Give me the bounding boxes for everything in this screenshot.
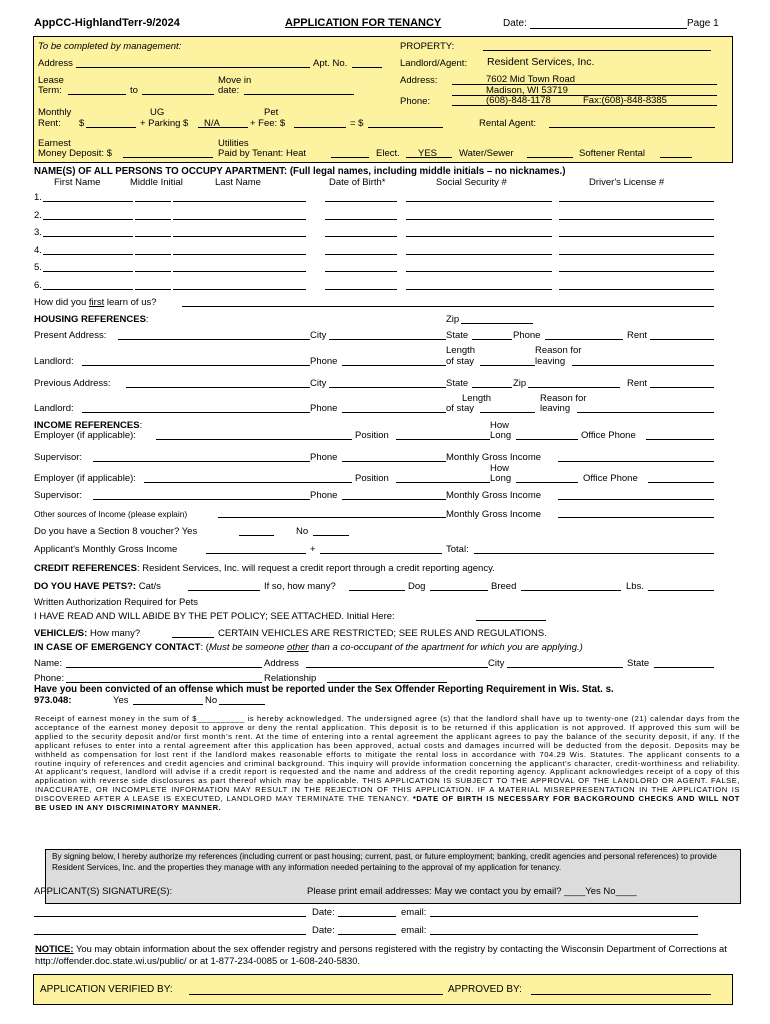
occupant-date-of-birth-field[interactable] (325, 289, 397, 290)
previous-landlord-field[interactable] (82, 412, 310, 413)
employer1-how-long-field[interactable] (516, 439, 578, 440)
emergency-city-field[interactable] (507, 667, 623, 668)
supervisor1-field[interactable] (93, 461, 310, 462)
signature-email-label-2: email: (401, 925, 427, 936)
employer1-long-label: Long (490, 430, 512, 441)
previous-address-label: Previous Address: (34, 378, 111, 389)
signature-label: APPLICANT(S) SIGNATURE(S): (34, 886, 173, 897)
lbs-label: Lbs. (626, 581, 644, 592)
previous-zip-field[interactable] (528, 387, 620, 388)
previous-zip-label: Zip (513, 378, 527, 389)
term-start-field[interactable] (68, 94, 126, 95)
occupant-row-number: 4. (34, 244, 42, 256)
term-to-label: to (130, 85, 138, 96)
income-total-field[interactable] (474, 553, 714, 554)
utilities-label: Utilities (218, 138, 249, 149)
rent-field[interactable] (86, 127, 136, 128)
occupants-heading: NAME(S) OF ALL PERSONS TO OCCUPY APARTMENT: (Full legal names, including middle initials – no nicknames.) (34, 166, 566, 177)
date-field[interactable] (530, 28, 687, 29)
softener-rental-label: Softener Rental (579, 148, 646, 159)
occupant-first-name-field[interactable] (43, 201, 133, 202)
occupant-row-number: 6. (34, 279, 42, 291)
previous-city-label: City (310, 378, 327, 389)
emergency-name-field[interactable] (66, 667, 262, 668)
learn-of-us-field[interactable] (182, 306, 714, 307)
term-end-field[interactable] (142, 94, 214, 95)
offender-no-field[interactable] (219, 704, 265, 705)
present-landlord-phone-field[interactable] (342, 365, 446, 366)
parking-label: + Parking $ (140, 118, 189, 129)
signature-line-1[interactable] (34, 916, 306, 917)
previous-address-field[interactable] (126, 387, 310, 388)
emergency-name-label: Name: (34, 658, 62, 669)
pet-label: Pet (264, 107, 279, 118)
present-phone-label: Phone (513, 330, 541, 341)
pets-how-many-label: If so, how many? (264, 581, 336, 592)
vehicles-restricted: CERTAIN VEHICLES ARE RESTRICTED; SEE RULES AND REGULATIONS. (218, 628, 547, 639)
water-sewer-label: Water/Sewer (459, 148, 514, 159)
previous-city-field[interactable] (329, 387, 446, 388)
col-drivers-license: Driver's License # (589, 177, 665, 188)
occupant-first-name-field[interactable] (43, 271, 133, 272)
rental-agent-field[interactable] (549, 127, 715, 128)
heat-field[interactable] (331, 157, 369, 158)
address-label: Address (38, 58, 73, 69)
employer1-label: Employer (if applicable): (34, 430, 136, 441)
signature-date-field-2[interactable] (338, 934, 396, 935)
section8-no-field[interactable] (313, 535, 349, 536)
previous-rent-label: Rent (627, 378, 648, 389)
employer2-position-field[interactable] (396, 482, 490, 483)
present-city-field[interactable] (329, 339, 446, 340)
offender-no-label: No (205, 695, 218, 706)
occupant-last-name-field[interactable] (173, 219, 306, 220)
learn-of-us-label: How did you first learn of us? (34, 297, 157, 308)
occupant-first-name-field[interactable] (43, 236, 133, 237)
emergency-state-label: State (627, 658, 650, 669)
occupant-social-security-field[interactable] (406, 219, 552, 220)
parking-value: N/A (204, 118, 220, 129)
monthly-gross2-field[interactable] (558, 499, 714, 500)
col-middle-initial: Middle Initial (130, 177, 183, 188)
vehicles-question: VEHICLE/S: How many? (34, 628, 141, 639)
occupant-social-security-field[interactable] (406, 236, 552, 237)
management-note: To be completed by management: (38, 41, 182, 52)
occupant-middle-initial-field[interactable] (135, 201, 171, 202)
occupant-social-security-field[interactable] (406, 254, 552, 255)
softener-rental-field[interactable] (660, 157, 692, 158)
occupant-middle-initial-field[interactable] (135, 289, 171, 290)
other-income-field[interactable] (218, 517, 446, 518)
occupant-row-number: 3. (34, 227, 42, 238)
verified-by-label: APPLICATION VERIFIED BY: (40, 984, 173, 995)
money-deposit-label: Money Deposit: $ (38, 148, 112, 159)
previous-of-stay-label: of stay (446, 403, 474, 414)
occupant-date-of-birth-field[interactable] (325, 271, 397, 272)
pet-fee-field[interactable] (294, 127, 346, 128)
emergency-city-label: City (488, 658, 505, 669)
dog-field[interactable] (430, 590, 488, 591)
pet-policy-initial-field[interactable] (476, 620, 546, 621)
employer2-office-phone-label: Office Phone (583, 473, 638, 484)
supervisor2-phone-field[interactable] (342, 499, 446, 500)
employer1-position-label: Position (355, 430, 389, 441)
occupant-date-of-birth-field[interactable] (325, 254, 397, 255)
occupant-row-number: 5. (34, 262, 42, 273)
previous-state-field[interactable] (472, 387, 512, 388)
occupant-drivers-license-field[interactable] (559, 254, 714, 255)
present-reason-field[interactable] (572, 365, 714, 366)
co-applicant-income-field[interactable] (320, 553, 442, 554)
occupant-first-name-field[interactable] (43, 289, 133, 290)
previous-landlord-phone-label: Phone (310, 403, 338, 414)
occupant-first-name-field[interactable] (43, 254, 133, 255)
elect-label: Elect. (376, 148, 400, 159)
occupant-last-name-field[interactable] (173, 289, 306, 290)
occupant-middle-initial-field[interactable] (135, 236, 171, 237)
present-length-field[interactable] (480, 365, 535, 366)
occupant-last-name-field[interactable] (173, 271, 306, 272)
offender-question: Have you been convicted of an offense which must be reported under the Sex Offender Reporting Requirement in Wis. Stat. s. (34, 684, 614, 695)
monthly-gross3-label: Monthly Gross Income (446, 509, 542, 520)
credit-references: CREDIT REFERENCES: Resident Services, Inc. will request a credit report through a credit reporting agency. (34, 563, 495, 574)
signature-email-field-2[interactable] (430, 934, 698, 935)
verified-by-field[interactable] (189, 994, 443, 995)
supervisor2-label: Supervisor: (34, 490, 83, 501)
landlord-phone-label: Phone: (400, 96, 431, 107)
lease-label: Lease (38, 75, 64, 86)
move-in-date-label: date: (218, 85, 240, 96)
money-deposit-field[interactable] (123, 157, 213, 158)
emergency-contact-heading: IN CASE OF EMERGENCY CONTACT: (Must be someone other than a co-occupant of the apartment for which you are applying.) (34, 642, 583, 653)
earnest-label: Earnest (38, 138, 71, 149)
present-address-field[interactable] (118, 339, 310, 340)
section8-question: Do you have a Section 8 voucher? Yes (34, 526, 198, 537)
occupant-date-of-birth-field[interactable] (325, 219, 397, 220)
occupant-social-security-field[interactable] (406, 271, 552, 272)
address-field[interactable] (76, 67, 310, 68)
signature-date-field-1[interactable] (338, 916, 396, 917)
total-rent-field[interactable] (368, 127, 443, 128)
previous-length-label: Length (462, 393, 492, 404)
monthly-gross1-label: Monthly Gross Income (446, 452, 542, 463)
employer2-office-phone-field[interactable] (648, 482, 714, 483)
applicant-monthly-income-label: Applicant's Monthly Gross Income (34, 544, 178, 555)
supervisor2-field[interactable] (93, 499, 310, 500)
landlord-address-label: Address: (400, 75, 438, 86)
emergency-address-field[interactable] (306, 667, 488, 668)
income-total-label: Total: (446, 544, 469, 555)
supervisor1-phone-field[interactable] (342, 461, 446, 462)
landlord-agent-label: Landlord/Agent: (400, 58, 468, 69)
applicant-monthly-income-field[interactable] (206, 553, 306, 554)
income-plus: + (310, 544, 316, 555)
emergency-phone-field[interactable] (66, 682, 262, 683)
lbs-field[interactable] (648, 590, 714, 591)
emergency-phone-label: Phone: (34, 673, 65, 684)
occupant-drivers-license-field[interactable] (559, 201, 714, 202)
other-income-label: Other sources of Income (please explain) (34, 509, 188, 519)
previous-leaving-label: leaving (540, 403, 571, 414)
cats-field[interactable] (188, 590, 260, 591)
col-first-name: First Name (54, 177, 101, 188)
employer1-field[interactable] (156, 439, 352, 440)
previous-reason-label: Reason for (540, 393, 587, 404)
written-authorization: Written Authorization Required for Pets (34, 597, 199, 608)
approved-by-label: APPROVED BY: (448, 984, 522, 995)
monthly-label: Monthly (38, 107, 72, 118)
section8-yes-field[interactable] (239, 535, 274, 536)
occupant-last-name-field[interactable] (173, 201, 306, 202)
landlord-address-line2: Madison, WI 53719 (486, 85, 568, 96)
present-state-label: State (446, 330, 469, 341)
zip-field-present[interactable] (461, 323, 533, 324)
pets-how-many-field[interactable] (349, 590, 405, 591)
signature-email-field-1[interactable] (430, 916, 698, 917)
occupant-social-security-field[interactable] (406, 201, 552, 202)
previous-landlord-label: Landlord: (34, 403, 74, 414)
occupant-middle-initial-field[interactable] (135, 219, 171, 220)
earnest-money-terms: Receipt of earnest money in the sum of $__________ is hereby acknowledged. The undersigned agree (s) that the landlord shall have up to twenty-one (21) calendar days from the acceptance of the earnest money deposit to approve or deny the rental application. This deposit is to be returned if this application is not approved. If approved this sum will be applied to the security deposit and/or first month's rent. At the time of entering into a rental agreement the applicant agrees to pay the balance of the security deposit, if any. If the applicant refuses to enter into a rental agreement after this application has been approved, actual costs and damages incurred will be deducted from the deposit. Deposits may be withheld as compensation for lost rent if the landlord makes reasonable efforts to mitigate the rental loss in accordance with 704.29 Wis. Statutes. The applicant consents to a routine inquiry of references and credit agencies and criminal background. This inquiry will provide information concerning the applicant's character, credit-worthiness and reliability. At applicant's request, landlord will advise if a credit report is requested and the name and address of the credit reporting agency. Applicant acknowledges receipt of a copy of this application with reverse side disclosures as part thereof which may be applicable. THIS APPLICATION IS SUBJECT TO THE APPROVAL OF THE LANDLORD OR AGENT. FALSE, INACCURATE, OR INCOMPLETE INFORMATION MAY RESULT IN THE REJECTION OF THIS APPLICATION. IF A MATERIAL MISREPRESENTATION IN THE APPLICATION IS DISCOVERED AFTER A LEASE IS EXECUTED, LANDLORD MAY TERMINATE THE TENANCY. *DATE OF BIRTH IS NECESSARY FOR BACKGROUND CHECKS AND WILL NOT BE USED IN ANY DISCRIMINATORY MANNER. (35, 714, 740, 813)
property-field[interactable] (483, 50, 711, 51)
form-title: APPLICATION FOR TENANCY (285, 17, 442, 29)
elect-field[interactable] (406, 157, 452, 158)
signature-date-label-1: Date: (312, 907, 335, 918)
emergency-address-label: Address (264, 658, 299, 669)
monthly-gross3-field[interactable] (558, 517, 714, 518)
pet-policy-statement: I HAVE READ AND WILL ABIDE BY THE PET POLICY; SEE ATTACHED. Initial Here: (34, 611, 395, 622)
rent-label: Rent: (38, 118, 61, 129)
occupant-middle-initial-field[interactable] (135, 254, 171, 255)
employer1-office-phone-field[interactable] (646, 439, 714, 440)
ug-label: UG (150, 107, 165, 118)
rental-agent-label: Rental Agent: (479, 118, 537, 129)
signature-email-label-1: email: (401, 907, 427, 918)
breed-label: Breed (491, 581, 517, 592)
present-landlord-phone-label: Phone (310, 356, 338, 367)
move-in-date-field[interactable] (244, 94, 354, 95)
dog-label: Dog (408, 581, 426, 592)
present-state-field[interactable] (472, 339, 512, 340)
occupant-last-name-field[interactable] (173, 236, 306, 237)
employer2-position-label: Position (355, 473, 389, 484)
paid-by-tenant-label: Paid by Tenant: Heat (218, 148, 307, 159)
previous-landlord-phone-field[interactable] (342, 412, 446, 413)
present-reason-label: Reason for (535, 345, 582, 356)
col-date-of-birth: Date of Birth* (329, 177, 386, 188)
breed-field[interactable] (521, 590, 621, 591)
occupant-drivers-license-field[interactable] (559, 271, 714, 272)
sex-offender-notice: NOTICE: You may obtain information about the sex offender registry and persons registered with the registry by contacting the Wisconsin Department of Corrections at http://offender.doc.state.wi.us/public/ or at 1-877-234-0085 or 1-608-240-5830. (35, 943, 727, 966)
rent-dollar: $ (79, 118, 85, 129)
employer2-how-long-field[interactable] (516, 482, 578, 483)
move-in-label: Move in (218, 75, 252, 86)
approved-by-field[interactable] (531, 994, 711, 995)
term-label: Term: (38, 85, 62, 96)
previous-rent-field[interactable] (650, 387, 714, 388)
previous-state-label: State (446, 378, 469, 389)
occupant-first-name-field[interactable] (43, 219, 133, 220)
present-landlord-field[interactable] (82, 365, 310, 366)
apt-label: Apt. No. (313, 58, 348, 69)
present-city-label: City (310, 330, 327, 341)
present-phone-field[interactable] (545, 339, 623, 340)
signature-date-label-2: Date: (312, 925, 335, 936)
income-heading: INCOME REFERENCES: (34, 420, 143, 431)
occupant-date-of-birth-field[interactable] (325, 236, 397, 237)
occupant-drivers-license-field[interactable] (559, 236, 714, 237)
previous-length-field[interactable] (480, 412, 535, 413)
section8-no-label: No (296, 526, 309, 537)
offender-statute: 973.048: (34, 695, 72, 706)
offender-yes-label: Yes (113, 695, 129, 706)
email-prompt: Please print email addresses: May we contact you by email? ____Yes No____ (307, 886, 637, 897)
occupant-drivers-license-field[interactable] (559, 289, 714, 290)
vehicles-how-many-field[interactable] (172, 637, 214, 638)
total-rent-equals: = $ (350, 118, 364, 129)
present-length-label: Length (446, 345, 476, 356)
previous-reason-field[interactable] (577, 412, 714, 413)
form-id: AppCC-HighlandTerr-9/2024 (34, 17, 180, 29)
water-sewer-field[interactable] (527, 157, 573, 158)
occupant-last-name-field[interactable] (173, 254, 306, 255)
present-landlord-label: Landlord: (34, 356, 74, 367)
supervisor1-phone-label: Phone (310, 452, 338, 463)
parking-field[interactable] (198, 127, 248, 128)
employer2-long-label: Long (490, 473, 512, 484)
offender-yes-field[interactable] (133, 704, 203, 705)
employer1-position-field[interactable] (396, 439, 490, 440)
occupant-row-number: 1. (34, 192, 42, 203)
present-of-stay-label: of stay (446, 356, 474, 367)
occupant-social-security-field[interactable] (406, 289, 552, 290)
landlord-fax-value: Fax:(608)-848-8385 (583, 95, 667, 106)
emergency-relationship-label: Relationship (264, 673, 317, 684)
occupant-date-of-birth-field[interactable] (325, 201, 397, 202)
zip-label: Zip (446, 314, 460, 325)
col-last-name: Last Name (215, 177, 261, 188)
pets-question: DO YOU HAVE PETS?: Cat/s (34, 581, 161, 592)
landlord-agent-value: Resident Services, Inc. (487, 56, 595, 68)
signature-line-2[interactable] (34, 934, 306, 935)
supervisor1-label: Supervisor: (34, 452, 83, 463)
landlord-address-line1: 7602 Mid Town Road (486, 74, 576, 85)
monthly-gross1-field[interactable] (558, 461, 714, 462)
apt-field[interactable] (352, 67, 382, 68)
page-number: Page 1 (687, 18, 719, 29)
date-label: Date: (503, 18, 527, 29)
landlord-phone-underline (452, 105, 717, 106)
employer1-how-label: How (490, 420, 510, 431)
landlord-phone-value: (608)-848-1178 (486, 95, 551, 106)
elect-value: YES (418, 148, 438, 159)
pet-fee-label: + Fee: $ (250, 118, 286, 129)
supervisor2-phone-label: Phone (310, 490, 338, 501)
housing-heading: HOUSING REFERENCES: (34, 314, 149, 325)
occupant-drivers-license-field[interactable] (559, 219, 714, 220)
present-address-label: Present Address: (34, 330, 107, 341)
property-label: PROPERTY: (400, 41, 455, 52)
col-social-security: Social Security # (436, 177, 507, 188)
employer1-office-phone-label: Office Phone (581, 430, 636, 441)
employer2-how-label: How (490, 463, 510, 474)
emergency-relationship-field[interactable] (327, 682, 447, 683)
present-rent-field[interactable] (650, 339, 714, 340)
authorization-text: By signing below, I hereby authorize my references (including current or past housing; current, past, or future employment; banking, credit agencies and personal references) to provide Resident Services, Inc. and the properties they manage with any information needed pertaining to the approval of my application for tenancy. (52, 852, 717, 872)
present-rent-label: Rent (627, 330, 648, 341)
occupant-middle-initial-field[interactable] (135, 271, 171, 272)
emergency-state-field[interactable] (654, 667, 714, 668)
employer2-field[interactable] (144, 482, 352, 483)
present-leaving-label: leaving (535, 356, 566, 367)
monthly-gross2-label: Monthly Gross Income (446, 490, 542, 501)
employer2-label: Employer (if applicable): (34, 473, 136, 484)
occupant-row-number: 2. (34, 209, 42, 221)
